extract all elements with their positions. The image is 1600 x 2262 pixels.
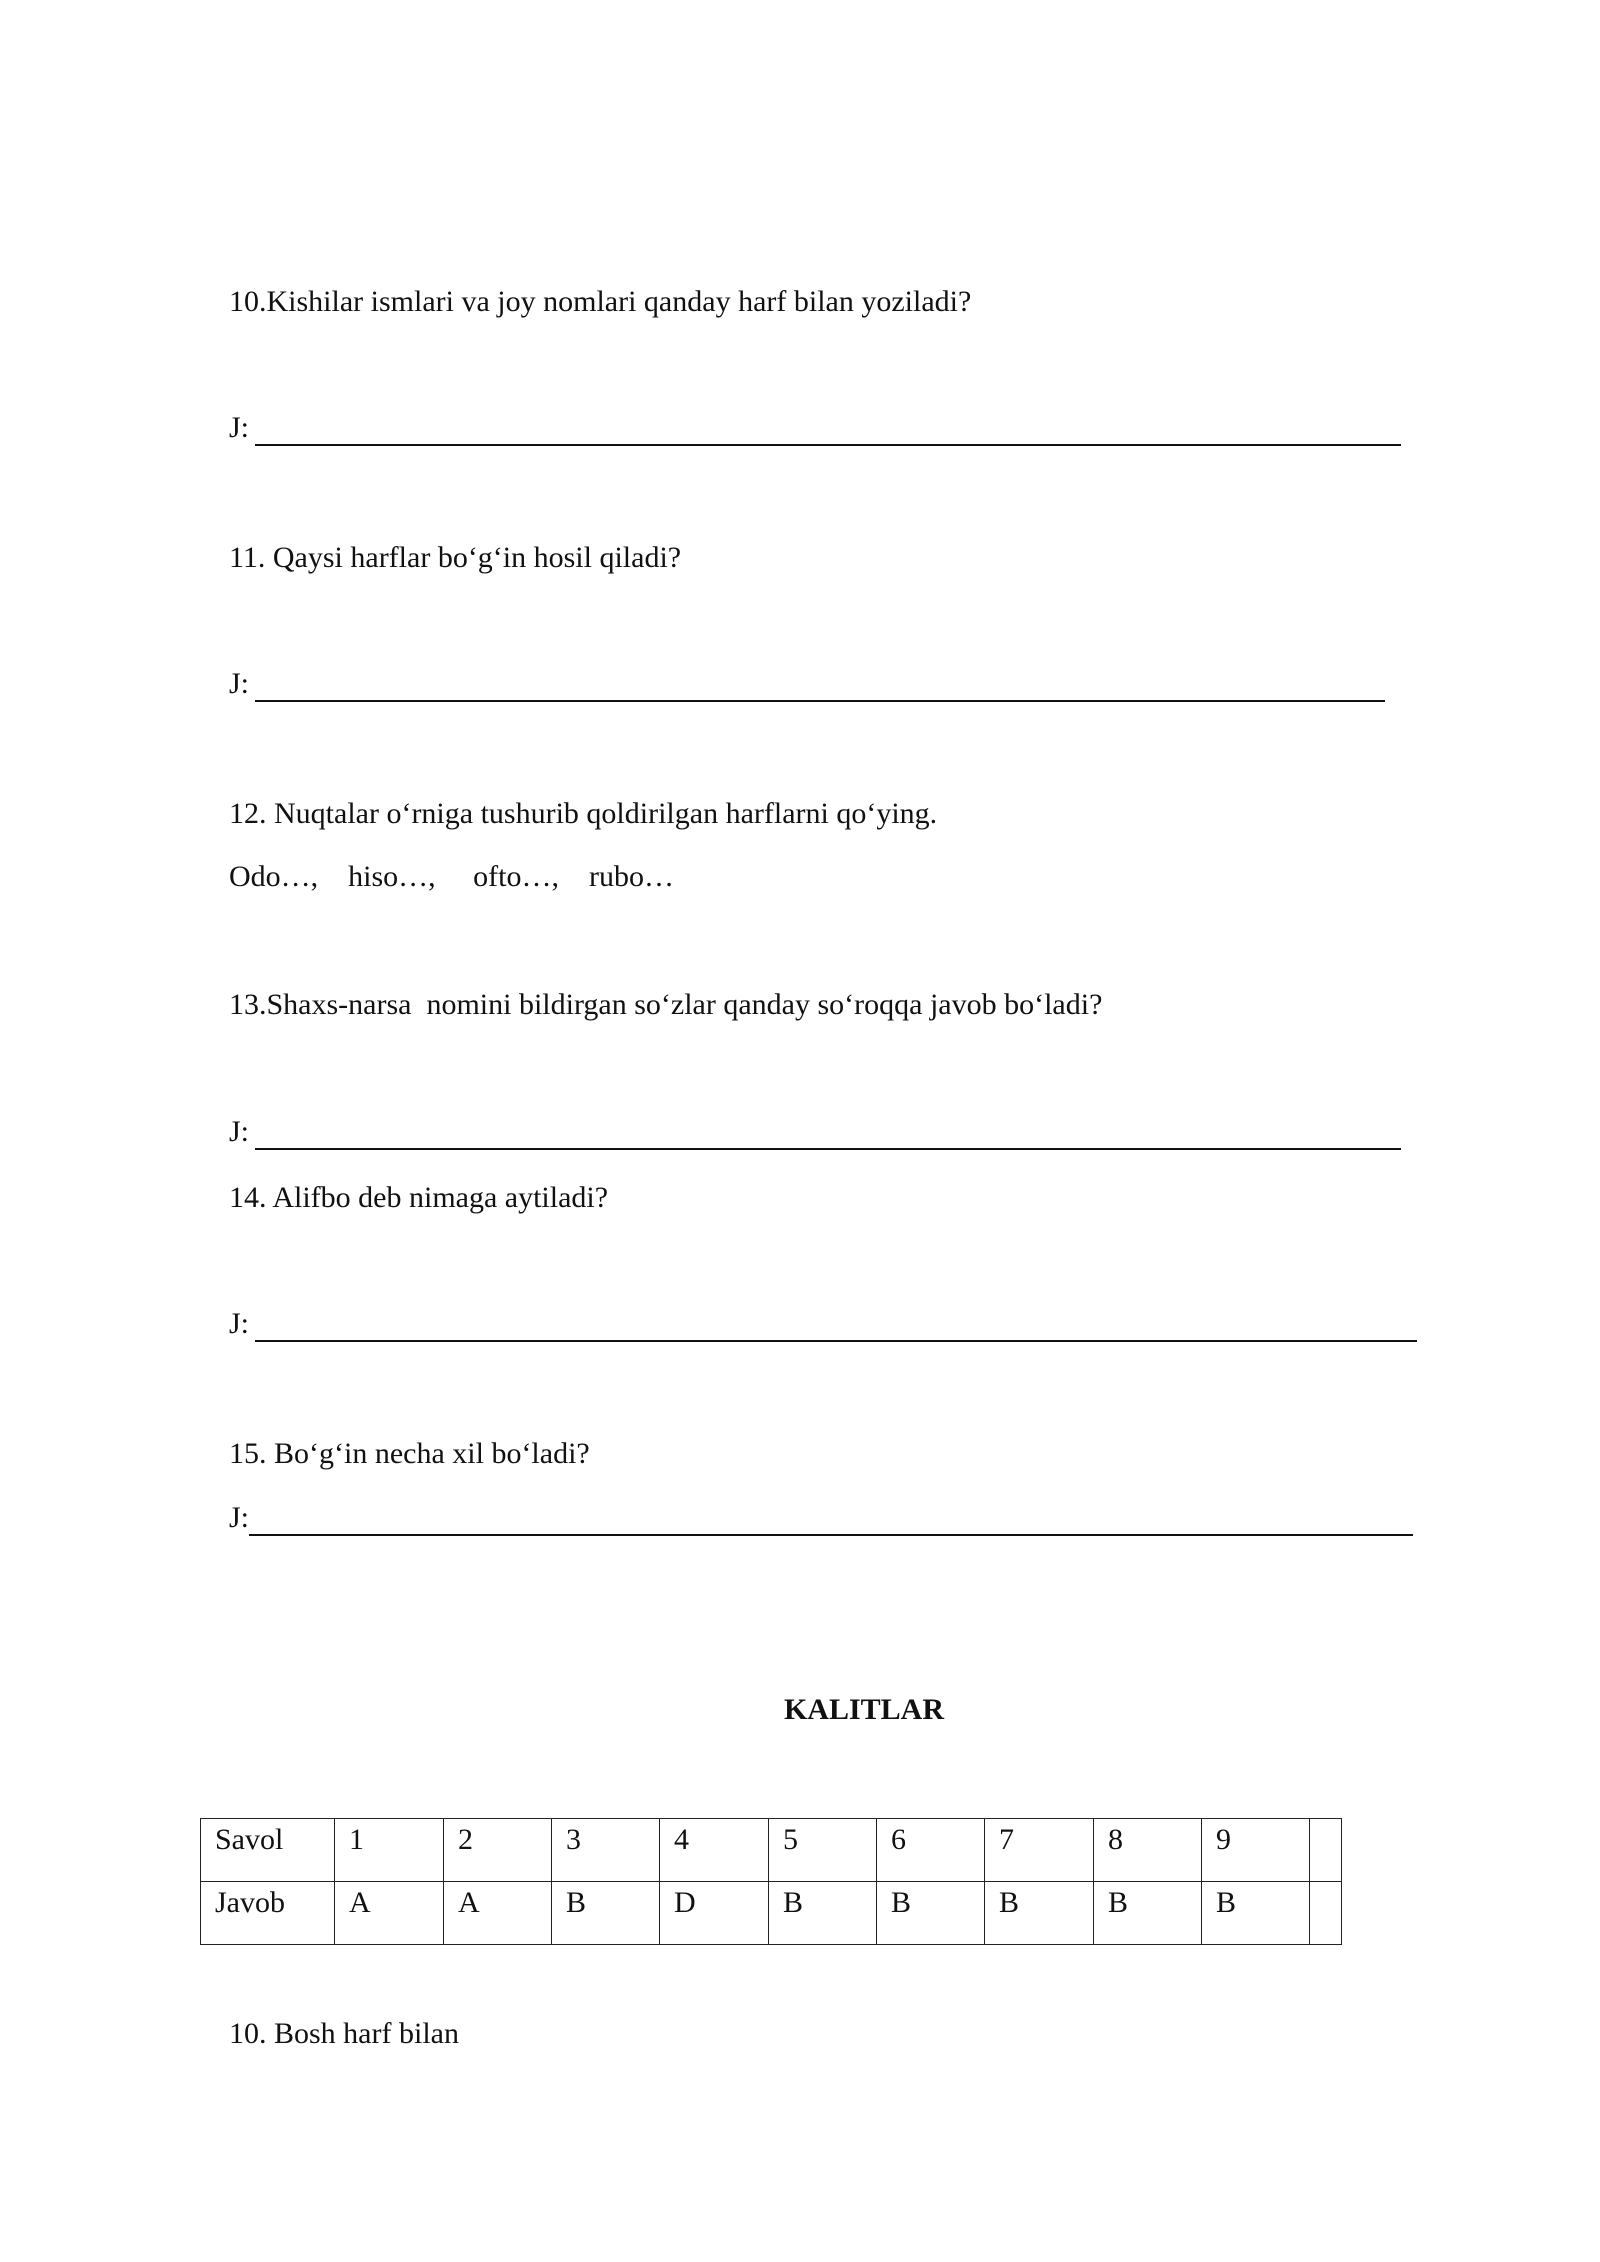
table-cell: 9 — [1202, 1819, 1310, 1882]
question-13: 13.Shaxs-narsa nomini bildirgan so‘zlar qanday so‘roqqa javob bo‘ladi? — [229, 988, 1103, 1021]
answer-key-table — [200, 1818, 1342, 1945]
table-cell-empty — [1310, 1819, 1342, 1882]
answer-blank-14[interactable] — [255, 1310, 1417, 1342]
table-row-answers — [201, 1882, 1342, 1945]
table-cell: A — [444, 1882, 552, 1945]
question-15: 15. Bo‘g‘in necha xil bo‘ladi? — [229, 1437, 590, 1470]
answer-prefix: J: — [229, 667, 250, 700]
table-cell: 5 — [769, 1819, 877, 1882]
table-cell: D — [660, 1882, 769, 1945]
answer-line-14 — [229, 1306, 1417, 1342]
question-12-words: Odo…, hiso…, ofto…, rubo… — [229, 860, 674, 893]
answer-blank-11[interactable] — [255, 670, 1385, 702]
answer-blank-10[interactable] — [255, 414, 1401, 446]
answer-line-11 — [229, 666, 1385, 702]
answer-line-15 — [229, 1500, 1413, 1536]
table-cell: 4 — [660, 1819, 769, 1882]
table-cell: 2 — [444, 1819, 552, 1882]
table-row-questions — [201, 1819, 1342, 1882]
table-cell: B — [1202, 1882, 1310, 1945]
answer-prefix: J: — [229, 1307, 250, 1340]
row-label-javob: Javob — [201, 1882, 335, 1945]
row-label-savol: Savol — [201, 1819, 335, 1882]
table-cell: B — [985, 1882, 1094, 1945]
table-cell: B — [552, 1882, 660, 1945]
table-cell: B — [877, 1882, 985, 1945]
answer-prefix: J: — [229, 1115, 250, 1148]
question-10: 10.Kishilar ismlari va joy nomlari qanday harf bilan yoziladi? — [229, 285, 972, 318]
table-cell: 8 — [1094, 1819, 1202, 1882]
answer-line-13 — [229, 1114, 1401, 1150]
answer-blank-13[interactable] — [255, 1118, 1401, 1150]
answer-line-10 — [229, 410, 1401, 446]
answer-prefix: J: — [229, 1501, 250, 1534]
table-cell: 3 — [552, 1819, 660, 1882]
answer-blank-15[interactable] — [249, 1504, 1413, 1536]
answer-prefix: J: — [229, 411, 250, 444]
question-14: 14. Alifbo deb nimaga aytiladi? — [229, 1181, 609, 1214]
answer-10-text: 10. Bosh harf bilan — [229, 2017, 459, 2050]
table-cell: B — [769, 1882, 877, 1945]
question-11: 11. Qaysi harflar bo‘g‘in hosil qiladi? — [229, 541, 682, 574]
table-cell-empty — [1310, 1882, 1342, 1945]
table-cell: 1 — [335, 1819, 444, 1882]
table-cell: A — [335, 1882, 444, 1945]
question-12: 12. Nuqtalar o‘rniga tushurib qoldirilgan harflarni qo‘ying. — [229, 797, 938, 830]
key-heading: KALITLAR — [783, 1693, 945, 1726]
table-cell: 7 — [985, 1819, 1094, 1882]
table-cell: 6 — [877, 1819, 985, 1882]
table-cell: B — [1094, 1882, 1202, 1945]
